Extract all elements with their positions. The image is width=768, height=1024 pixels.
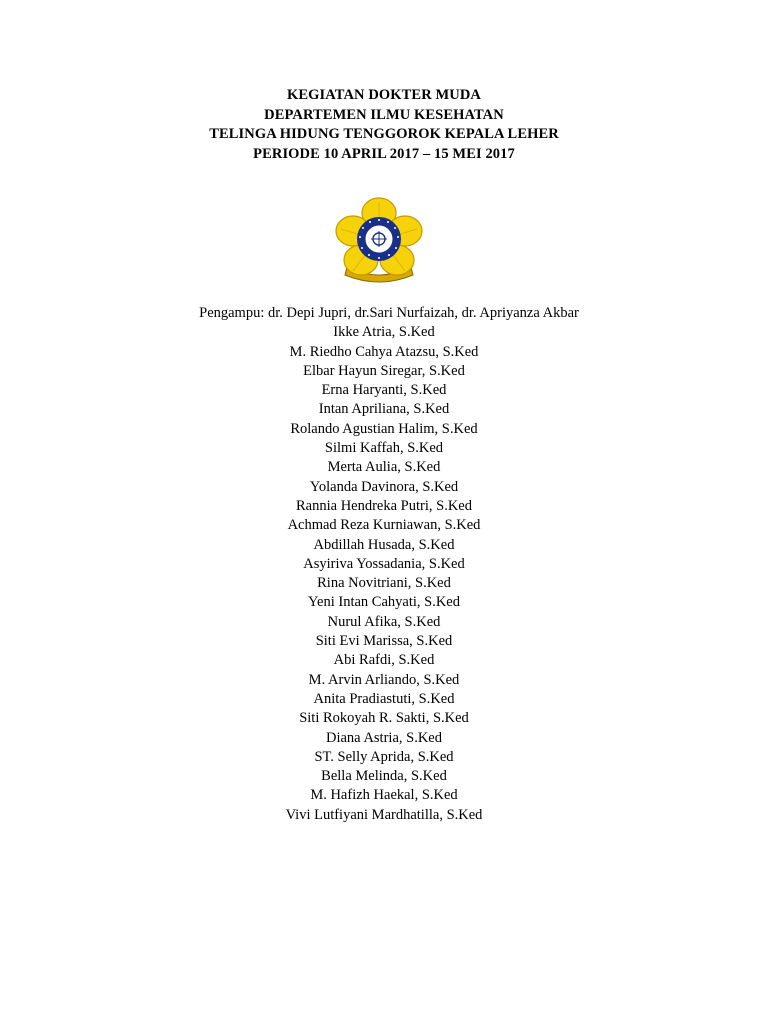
list-item: Diana Astria, S.Ked bbox=[326, 729, 442, 746]
list-item: M. Hafizh Haekal, S.Ked bbox=[310, 787, 458, 804]
list-item: Nurul Afika, S.Ked bbox=[327, 613, 441, 630]
list-item: Ikke Atria, S.Ked bbox=[333, 324, 435, 341]
list-item: M. Riedho Cahya Atazsu, S.Ked bbox=[289, 343, 479, 360]
list-item: Silmi Kaffah, S.Ked bbox=[324, 440, 444, 457]
list-item: ST. Selly Aprida, S.Ked bbox=[314, 748, 454, 765]
list-item: Rina Novitriani, S.Ked bbox=[317, 575, 451, 592]
document-title bbox=[0, 86, 768, 164]
participant-list bbox=[0, 323, 768, 825]
supervisors-line: Pengampu: dr. Depi Jupri, dr.Sari Nurfaizah, dr. Apriyanza Akbar bbox=[199, 305, 579, 321]
title-line-activity: KEGIATAN DOKTER MUDA bbox=[287, 87, 481, 103]
list-item: Merta Aulia, S.Ked bbox=[327, 459, 441, 476]
title-line-period: PERIODE 10 APRIL 2017 – 15 MEI 2017 bbox=[253, 145, 515, 162]
list-item: Asyiriva Yossadania, S.Ked bbox=[303, 555, 465, 572]
document-body bbox=[0, 304, 768, 825]
list-item: Rannia Hendreka Putri, S.Ked bbox=[296, 497, 472, 514]
university-seal-icon bbox=[333, 197, 425, 285]
list-item: Abi Rafdi, S.Ked bbox=[333, 652, 435, 669]
list-item: Rolando Agustian Halim, S.Ked bbox=[290, 420, 478, 437]
list-item: Yolanda Davinora, S.Ked bbox=[309, 478, 459, 495]
title-line-specialty: TELINGA HIDUNG TENGGOROK KEPALA LEHER bbox=[209, 126, 559, 142]
university-seal-graphic bbox=[333, 197, 425, 285]
list-item: Vivi Lutfiyani Mardhatilla, S.Ked bbox=[285, 806, 483, 823]
list-item: Anita Pradiastuti, S.Ked bbox=[313, 690, 455, 707]
list-item: M. Arvin Arliando, S.Ked bbox=[308, 671, 460, 688]
seal-ribbon-text bbox=[333, 285, 334, 286]
list-item: Achmad Reza Kurniawan, S.Ked bbox=[287, 517, 481, 534]
list-item: Yeni Intan Cahyati, S.Ked bbox=[308, 594, 460, 611]
list-item: Erna Haryanti, S.Ked bbox=[321, 382, 447, 399]
list-item: Bella Melinda, S.Ked bbox=[321, 768, 447, 785]
list-item: Abdillah Husada, S.Ked bbox=[313, 536, 455, 553]
list-item: Siti Rokoyah R. Sakti, S.Ked bbox=[299, 710, 469, 727]
list-item: Siti Evi Marissa, S.Ked bbox=[315, 633, 453, 650]
list-item: Elbar Hayun Siregar, S.Ked bbox=[303, 362, 465, 379]
title-line-department: DEPARTEMEN ILMU KESEHATAN bbox=[264, 106, 504, 123]
list-item: Intan Apriliana, S.Ked bbox=[318, 401, 450, 418]
